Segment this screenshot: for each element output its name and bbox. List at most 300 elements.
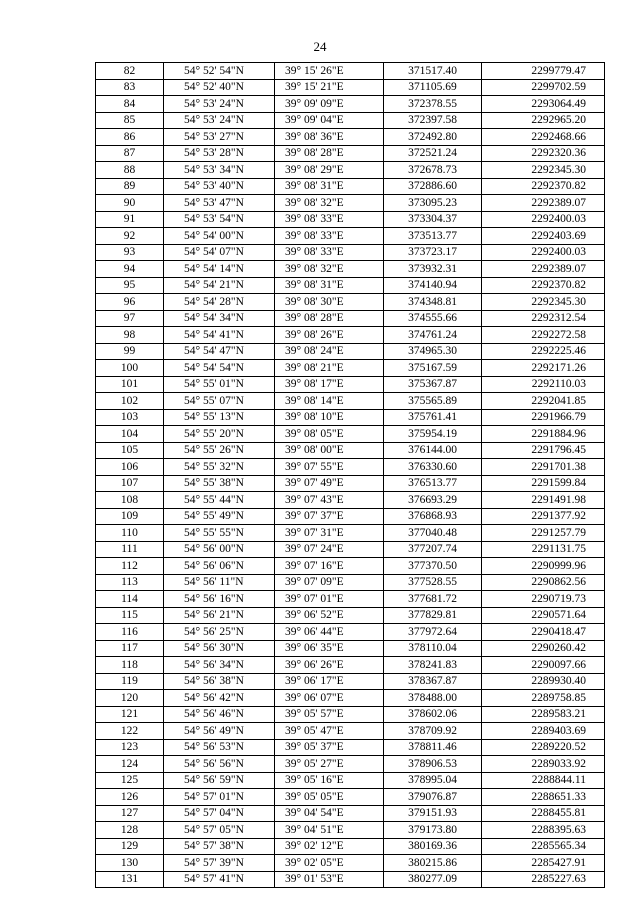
latitude-cell: 54° 54' 07"N [164, 244, 275, 261]
table-row [96, 459, 605, 476]
table-row [96, 277, 605, 294]
y-coordinate-cell: 2290418.47 [482, 624, 605, 641]
x-coordinate-cell: 374140.94 [384, 277, 482, 294]
x-coordinate-cell: 377040.48 [384, 525, 482, 542]
point-number-cell: 94 [96, 261, 164, 278]
longitude-cell: 39° 06' 26"E [275, 657, 384, 674]
y-coordinate-cell: 2285227.63 [482, 871, 605, 888]
table-row [96, 525, 605, 542]
longitude-cell: 39° 07' 01"E [275, 591, 384, 608]
table-row [96, 261, 605, 278]
longitude-cell: 39° 06' 35"E [275, 640, 384, 657]
latitude-cell: 54° 55' 55"N [164, 525, 275, 542]
latitude-cell: 54° 54' 21"N [164, 277, 275, 294]
longitude-cell: 39° 08' 00"E [275, 442, 384, 459]
longitude-cell: 39° 08' 10"E [275, 409, 384, 426]
latitude-cell: 54° 53' 34"N [164, 162, 275, 179]
table-row [96, 558, 605, 575]
latitude-cell: 54° 57' 38"N [164, 838, 275, 855]
point-number-cell: 121 [96, 706, 164, 723]
table-row [96, 541, 605, 558]
y-coordinate-cell: 2292389.07 [482, 195, 605, 212]
point-number-cell: 122 [96, 723, 164, 740]
latitude-cell: 54° 57' 41"N [164, 871, 275, 888]
longitude-cell: 39° 05' 16"E [275, 772, 384, 789]
longitude-cell: 39° 08' 31"E [275, 277, 384, 294]
point-number-cell: 92 [96, 228, 164, 245]
y-coordinate-cell: 2289220.52 [482, 739, 605, 756]
x-coordinate-cell: 379173.80 [384, 822, 482, 839]
y-coordinate-cell: 2291966.79 [482, 409, 605, 426]
point-number-cell: 90 [96, 195, 164, 212]
y-coordinate-cell: 2291701.38 [482, 459, 605, 476]
longitude-cell: 39° 08' 21"E [275, 360, 384, 377]
table-row [96, 690, 605, 707]
longitude-cell: 39° 08' 32"E [275, 195, 384, 212]
latitude-cell: 54° 55' 38"N [164, 475, 275, 492]
longitude-cell: 39° 01' 53"E [275, 871, 384, 888]
table-row [96, 657, 605, 674]
table-row [96, 822, 605, 839]
longitude-cell: 39° 15' 21"E [275, 79, 384, 96]
latitude-cell: 54° 54' 54"N [164, 360, 275, 377]
latitude-cell: 54° 52' 40"N [164, 79, 275, 96]
table-row [96, 63, 605, 80]
longitude-cell: 39° 04' 54"E [275, 805, 384, 822]
longitude-cell: 39° 09' 04"E [275, 112, 384, 129]
latitude-cell: 54° 53' 28"N [164, 145, 275, 162]
latitude-cell: 54° 54' 28"N [164, 294, 275, 311]
y-coordinate-cell: 2292468.66 [482, 129, 605, 146]
x-coordinate-cell: 372521.24 [384, 145, 482, 162]
point-number-cell: 131 [96, 871, 164, 888]
table-row [96, 706, 605, 723]
longitude-cell: 39° 05' 57"E [275, 706, 384, 723]
latitude-cell: 54° 53' 47"N [164, 195, 275, 212]
x-coordinate-cell: 374761.24 [384, 327, 482, 344]
y-coordinate-cell: 2289583.21 [482, 706, 605, 723]
latitude-cell: 54° 54' 34"N [164, 310, 275, 327]
x-coordinate-cell: 373932.31 [384, 261, 482, 278]
longitude-cell: 39° 04' 51"E [275, 822, 384, 839]
point-number-cell: 106 [96, 459, 164, 476]
page-number: 24 [313, 39, 327, 54]
x-coordinate-cell: 373095.23 [384, 195, 482, 212]
point-number-cell: 99 [96, 343, 164, 360]
y-coordinate-cell: 2292370.82 [482, 178, 605, 195]
latitude-cell: 54° 56' 16"N [164, 591, 275, 608]
y-coordinate-cell: 2299702.59 [482, 79, 605, 96]
x-coordinate-cell: 371517.40 [384, 63, 482, 80]
point-number-cell: 87 [96, 145, 164, 162]
point-number-cell: 120 [96, 690, 164, 707]
y-coordinate-cell: 2292389.07 [482, 261, 605, 278]
x-coordinate-cell: 377681.72 [384, 591, 482, 608]
table-row [96, 393, 605, 410]
y-coordinate-cell: 2293064.49 [482, 96, 605, 113]
table-row [96, 442, 605, 459]
latitude-cell: 54° 53' 27"N [164, 129, 275, 146]
point-number-cell: 105 [96, 442, 164, 459]
longitude-cell: 39° 15' 26"E [275, 63, 384, 80]
table-row [96, 96, 605, 113]
y-coordinate-cell: 2285427.91 [482, 855, 605, 872]
latitude-cell: 54° 53' 40"N [164, 178, 275, 195]
x-coordinate-cell: 378811.46 [384, 739, 482, 756]
longitude-cell: 39° 06' 07"E [275, 690, 384, 707]
longitude-cell: 39° 07' 55"E [275, 459, 384, 476]
x-coordinate-cell: 380169.36 [384, 838, 482, 855]
table-row [96, 360, 605, 377]
longitude-cell: 39° 07' 16"E [275, 558, 384, 575]
point-number-cell: 108 [96, 492, 164, 509]
point-number-cell: 83 [96, 79, 164, 96]
x-coordinate-cell: 374965.30 [384, 343, 482, 360]
y-coordinate-cell: 2290719.73 [482, 591, 605, 608]
table-row [96, 591, 605, 608]
longitude-cell: 39° 08' 05"E [275, 426, 384, 443]
latitude-cell: 54° 56' 59"N [164, 772, 275, 789]
latitude-cell: 54° 53' 24"N [164, 112, 275, 129]
y-coordinate-cell: 2291377.92 [482, 508, 605, 525]
table-row [96, 162, 605, 179]
latitude-cell: 54° 54' 14"N [164, 261, 275, 278]
longitude-cell: 39° 09' 09"E [275, 96, 384, 113]
y-coordinate-cell: 2289033.92 [482, 756, 605, 773]
table-row [96, 211, 605, 228]
latitude-cell: 54° 56' 21"N [164, 607, 275, 624]
longitude-cell: 39° 05' 37"E [275, 739, 384, 756]
point-number-cell: 100 [96, 360, 164, 377]
longitude-cell: 39° 08' 36"E [275, 129, 384, 146]
x-coordinate-cell: 376693.29 [384, 492, 482, 509]
y-coordinate-cell: 2292965.20 [482, 112, 605, 129]
latitude-cell: 54° 56' 46"N [164, 706, 275, 723]
y-coordinate-cell: 2292403.69 [482, 228, 605, 245]
table-row [96, 178, 605, 195]
point-number-cell: 124 [96, 756, 164, 773]
table-row [96, 228, 605, 245]
x-coordinate-cell: 379151.93 [384, 805, 482, 822]
point-number-cell: 101 [96, 376, 164, 393]
x-coordinate-cell: 375367.87 [384, 376, 482, 393]
y-coordinate-cell: 2292041.85 [482, 393, 605, 410]
latitude-cell: 54° 56' 49"N [164, 723, 275, 740]
point-number-cell: 128 [96, 822, 164, 839]
point-number-cell: 97 [96, 310, 164, 327]
table-row [96, 343, 605, 360]
longitude-cell: 39° 08' 28"E [275, 145, 384, 162]
table-row [96, 129, 605, 146]
x-coordinate-cell: 377370.50 [384, 558, 482, 575]
latitude-cell: 54° 56' 42"N [164, 690, 275, 707]
point-number-cell: 130 [96, 855, 164, 872]
x-coordinate-cell: 380277.09 [384, 871, 482, 888]
y-coordinate-cell: 2292370.82 [482, 277, 605, 294]
longitude-cell: 39° 02' 12"E [275, 838, 384, 855]
longitude-cell: 39° 05' 05"E [275, 789, 384, 806]
longitude-cell: 39° 07' 31"E [275, 525, 384, 542]
point-number-cell: 103 [96, 409, 164, 426]
point-number-cell: 123 [96, 739, 164, 756]
x-coordinate-cell: 374555.66 [384, 310, 482, 327]
table-row [96, 756, 605, 773]
latitude-cell: 54° 56' 00"N [164, 541, 275, 558]
y-coordinate-cell: 2291257.79 [482, 525, 605, 542]
table-row [96, 640, 605, 657]
table-row [96, 855, 605, 872]
y-coordinate-cell: 2290571.64 [482, 607, 605, 624]
longitude-cell: 39° 06' 17"E [275, 673, 384, 690]
latitude-cell: 54° 55' 07"N [164, 393, 275, 410]
x-coordinate-cell: 378241.83 [384, 657, 482, 674]
latitude-cell: 54° 56' 38"N [164, 673, 275, 690]
table-row [96, 673, 605, 690]
table-row [96, 492, 605, 509]
point-number-cell: 95 [96, 277, 164, 294]
latitude-cell: 54° 56' 34"N [164, 657, 275, 674]
y-coordinate-cell: 2288844.11 [482, 772, 605, 789]
latitude-cell: 54° 56' 30"N [164, 640, 275, 657]
latitude-cell: 54° 56' 25"N [164, 624, 275, 641]
y-coordinate-cell: 2292225.46 [482, 343, 605, 360]
y-coordinate-cell: 2291491.98 [482, 492, 605, 509]
point-number-cell: 118 [96, 657, 164, 674]
x-coordinate-cell: 376868.93 [384, 508, 482, 525]
y-coordinate-cell: 2290862.56 [482, 574, 605, 591]
longitude-cell: 39° 06' 52"E [275, 607, 384, 624]
point-number-cell: 112 [96, 558, 164, 575]
x-coordinate-cell: 378995.04 [384, 772, 482, 789]
table-row [96, 195, 605, 212]
coordinates-table-body [96, 63, 605, 888]
table-row [96, 79, 605, 96]
latitude-cell: 54° 55' 32"N [164, 459, 275, 476]
x-coordinate-cell: 373723.17 [384, 244, 482, 261]
latitude-cell: 54° 54' 00"N [164, 228, 275, 245]
x-coordinate-cell: 373304.37 [384, 211, 482, 228]
latitude-cell: 54° 57' 01"N [164, 789, 275, 806]
point-number-cell: 91 [96, 211, 164, 228]
x-coordinate-cell: 375565.89 [384, 393, 482, 410]
table-row [96, 508, 605, 525]
longitude-cell: 39° 06' 44"E [275, 624, 384, 641]
y-coordinate-cell: 2291884.96 [482, 426, 605, 443]
point-number-cell: 107 [96, 475, 164, 492]
table-row [96, 475, 605, 492]
latitude-cell: 54° 53' 24"N [164, 96, 275, 113]
y-coordinate-cell: 2292171.26 [482, 360, 605, 377]
x-coordinate-cell: 372492.80 [384, 129, 482, 146]
latitude-cell: 54° 55' 01"N [164, 376, 275, 393]
latitude-cell: 54° 57' 04"N [164, 805, 275, 822]
longitude-cell: 39° 08' 29"E [275, 162, 384, 179]
table-row [96, 624, 605, 641]
table-row [96, 607, 605, 624]
table-row [96, 871, 605, 888]
latitude-cell: 54° 53' 54"N [164, 211, 275, 228]
point-number-cell: 93 [96, 244, 164, 261]
x-coordinate-cell: 376144.00 [384, 442, 482, 459]
point-number-cell: 117 [96, 640, 164, 657]
table-row [96, 574, 605, 591]
latitude-cell: 54° 57' 05"N [164, 822, 275, 839]
table-row [96, 145, 605, 162]
point-number-cell: 104 [96, 426, 164, 443]
x-coordinate-cell: 378602.06 [384, 706, 482, 723]
point-number-cell: 114 [96, 591, 164, 608]
y-coordinate-cell: 2289403.69 [482, 723, 605, 740]
y-coordinate-cell: 2291599.84 [482, 475, 605, 492]
table-row [96, 294, 605, 311]
point-number-cell: 89 [96, 178, 164, 195]
y-coordinate-cell: 2292345.30 [482, 294, 605, 311]
table-row [96, 409, 605, 426]
y-coordinate-cell: 2288651.33 [482, 789, 605, 806]
longitude-cell: 39° 08' 24"E [275, 343, 384, 360]
point-number-cell: 96 [96, 294, 164, 311]
longitude-cell: 39° 08' 30"E [275, 294, 384, 311]
table-row [96, 376, 605, 393]
point-number-cell: 111 [96, 541, 164, 558]
latitude-cell: 54° 54' 41"N [164, 327, 275, 344]
x-coordinate-cell: 378110.04 [384, 640, 482, 657]
latitude-cell: 54° 55' 13"N [164, 409, 275, 426]
x-coordinate-cell: 379076.87 [384, 789, 482, 806]
longitude-cell: 39° 07' 43"E [275, 492, 384, 509]
x-coordinate-cell: 375761.41 [384, 409, 482, 426]
table-row [96, 838, 605, 855]
x-coordinate-cell: 376513.77 [384, 475, 482, 492]
table-row [96, 772, 605, 789]
x-coordinate-cell: 377207.74 [384, 541, 482, 558]
point-number-cell: 127 [96, 805, 164, 822]
y-coordinate-cell: 2290097.66 [482, 657, 605, 674]
latitude-cell: 54° 52' 54"N [164, 63, 275, 80]
longitude-cell: 39° 07' 49"E [275, 475, 384, 492]
latitude-cell: 54° 56' 11"N [164, 574, 275, 591]
table-row [96, 723, 605, 740]
coordinates-table [95, 62, 605, 888]
point-number-cell: 125 [96, 772, 164, 789]
point-number-cell: 129 [96, 838, 164, 855]
latitude-cell: 54° 54' 47"N [164, 343, 275, 360]
point-number-cell: 126 [96, 789, 164, 806]
longitude-cell: 39° 08' 33"E [275, 211, 384, 228]
point-number-cell: 109 [96, 508, 164, 525]
y-coordinate-cell: 2292400.03 [482, 244, 605, 261]
longitude-cell: 39° 08' 32"E [275, 261, 384, 278]
longitude-cell: 39° 07' 37"E [275, 508, 384, 525]
latitude-cell: 54° 56' 53"N [164, 739, 275, 756]
y-coordinate-cell: 2289930.40 [482, 673, 605, 690]
point-number-cell: 115 [96, 607, 164, 624]
x-coordinate-cell: 373513.77 [384, 228, 482, 245]
latitude-cell: 54° 55' 20"N [164, 426, 275, 443]
latitude-cell: 54° 56' 56"N [164, 756, 275, 773]
point-number-cell: 119 [96, 673, 164, 690]
y-coordinate-cell: 2292312.54 [482, 310, 605, 327]
table-row [96, 789, 605, 806]
y-coordinate-cell: 2290999.96 [482, 558, 605, 575]
latitude-cell: 54° 55' 26"N [164, 442, 275, 459]
longitude-cell: 39° 02' 05"E [275, 855, 384, 872]
x-coordinate-cell: 378488.00 [384, 690, 482, 707]
y-coordinate-cell: 2288395.63 [482, 822, 605, 839]
longitude-cell: 39° 08' 33"E [275, 228, 384, 245]
x-coordinate-cell: 377972.64 [384, 624, 482, 641]
longitude-cell: 39° 05' 47"E [275, 723, 384, 740]
y-coordinate-cell: 2289758.85 [482, 690, 605, 707]
point-number-cell: 84 [96, 96, 164, 113]
y-coordinate-cell: 2292400.03 [482, 211, 605, 228]
x-coordinate-cell: 376330.60 [384, 459, 482, 476]
latitude-cell: 54° 56' 06"N [164, 558, 275, 575]
point-number-cell: 82 [96, 63, 164, 80]
table-row [96, 112, 605, 129]
longitude-cell: 39° 05' 27"E [275, 756, 384, 773]
x-coordinate-cell: 378367.87 [384, 673, 482, 690]
x-coordinate-cell: 377528.55 [384, 574, 482, 591]
y-coordinate-cell: 2299779.47 [482, 63, 605, 80]
table-row [96, 310, 605, 327]
point-number-cell: 116 [96, 624, 164, 641]
longitude-cell: 39° 08' 26"E [275, 327, 384, 344]
x-coordinate-cell: 375167.59 [384, 360, 482, 377]
point-number-cell: 98 [96, 327, 164, 344]
x-coordinate-cell: 380215.86 [384, 855, 482, 872]
table-row [96, 244, 605, 261]
longitude-cell: 39° 08' 33"E [275, 244, 384, 261]
table-row [96, 426, 605, 443]
y-coordinate-cell: 2292272.58 [482, 327, 605, 344]
table-row [96, 805, 605, 822]
latitude-cell: 54° 55' 44"N [164, 492, 275, 509]
x-coordinate-cell: 372678.73 [384, 162, 482, 179]
y-coordinate-cell: 2292110.03 [482, 376, 605, 393]
table-row [96, 327, 605, 344]
y-coordinate-cell: 2291131.75 [482, 541, 605, 558]
x-coordinate-cell: 372886.60 [384, 178, 482, 195]
y-coordinate-cell: 2291796.45 [482, 442, 605, 459]
point-number-cell: 113 [96, 574, 164, 591]
x-coordinate-cell: 371105.69 [384, 79, 482, 96]
point-number-cell: 85 [96, 112, 164, 129]
point-number-cell: 88 [96, 162, 164, 179]
y-coordinate-cell: 2292320.36 [482, 145, 605, 162]
x-coordinate-cell: 378709.92 [384, 723, 482, 740]
point-number-cell: 102 [96, 393, 164, 410]
y-coordinate-cell: 2292345.30 [482, 162, 605, 179]
x-coordinate-cell: 374348.81 [384, 294, 482, 311]
x-coordinate-cell: 377829.81 [384, 607, 482, 624]
x-coordinate-cell: 378906.53 [384, 756, 482, 773]
y-coordinate-cell: 2285565.34 [482, 838, 605, 855]
longitude-cell: 39° 08' 14"E [275, 393, 384, 410]
y-coordinate-cell: 2288455.81 [482, 805, 605, 822]
x-coordinate-cell: 372378.55 [384, 96, 482, 113]
x-coordinate-cell: 375954.19 [384, 426, 482, 443]
point-number-cell: 110 [96, 525, 164, 542]
x-coordinate-cell: 372397.58 [384, 112, 482, 129]
longitude-cell: 39° 07' 09"E [275, 574, 384, 591]
latitude-cell: 54° 57' 39"N [164, 855, 275, 872]
longitude-cell: 39° 08' 31"E [275, 178, 384, 195]
table-row [96, 739, 605, 756]
longitude-cell: 39° 08' 28"E [275, 310, 384, 327]
longitude-cell: 39° 08' 17"E [275, 376, 384, 393]
latitude-cell: 54° 55' 49"N [164, 508, 275, 525]
